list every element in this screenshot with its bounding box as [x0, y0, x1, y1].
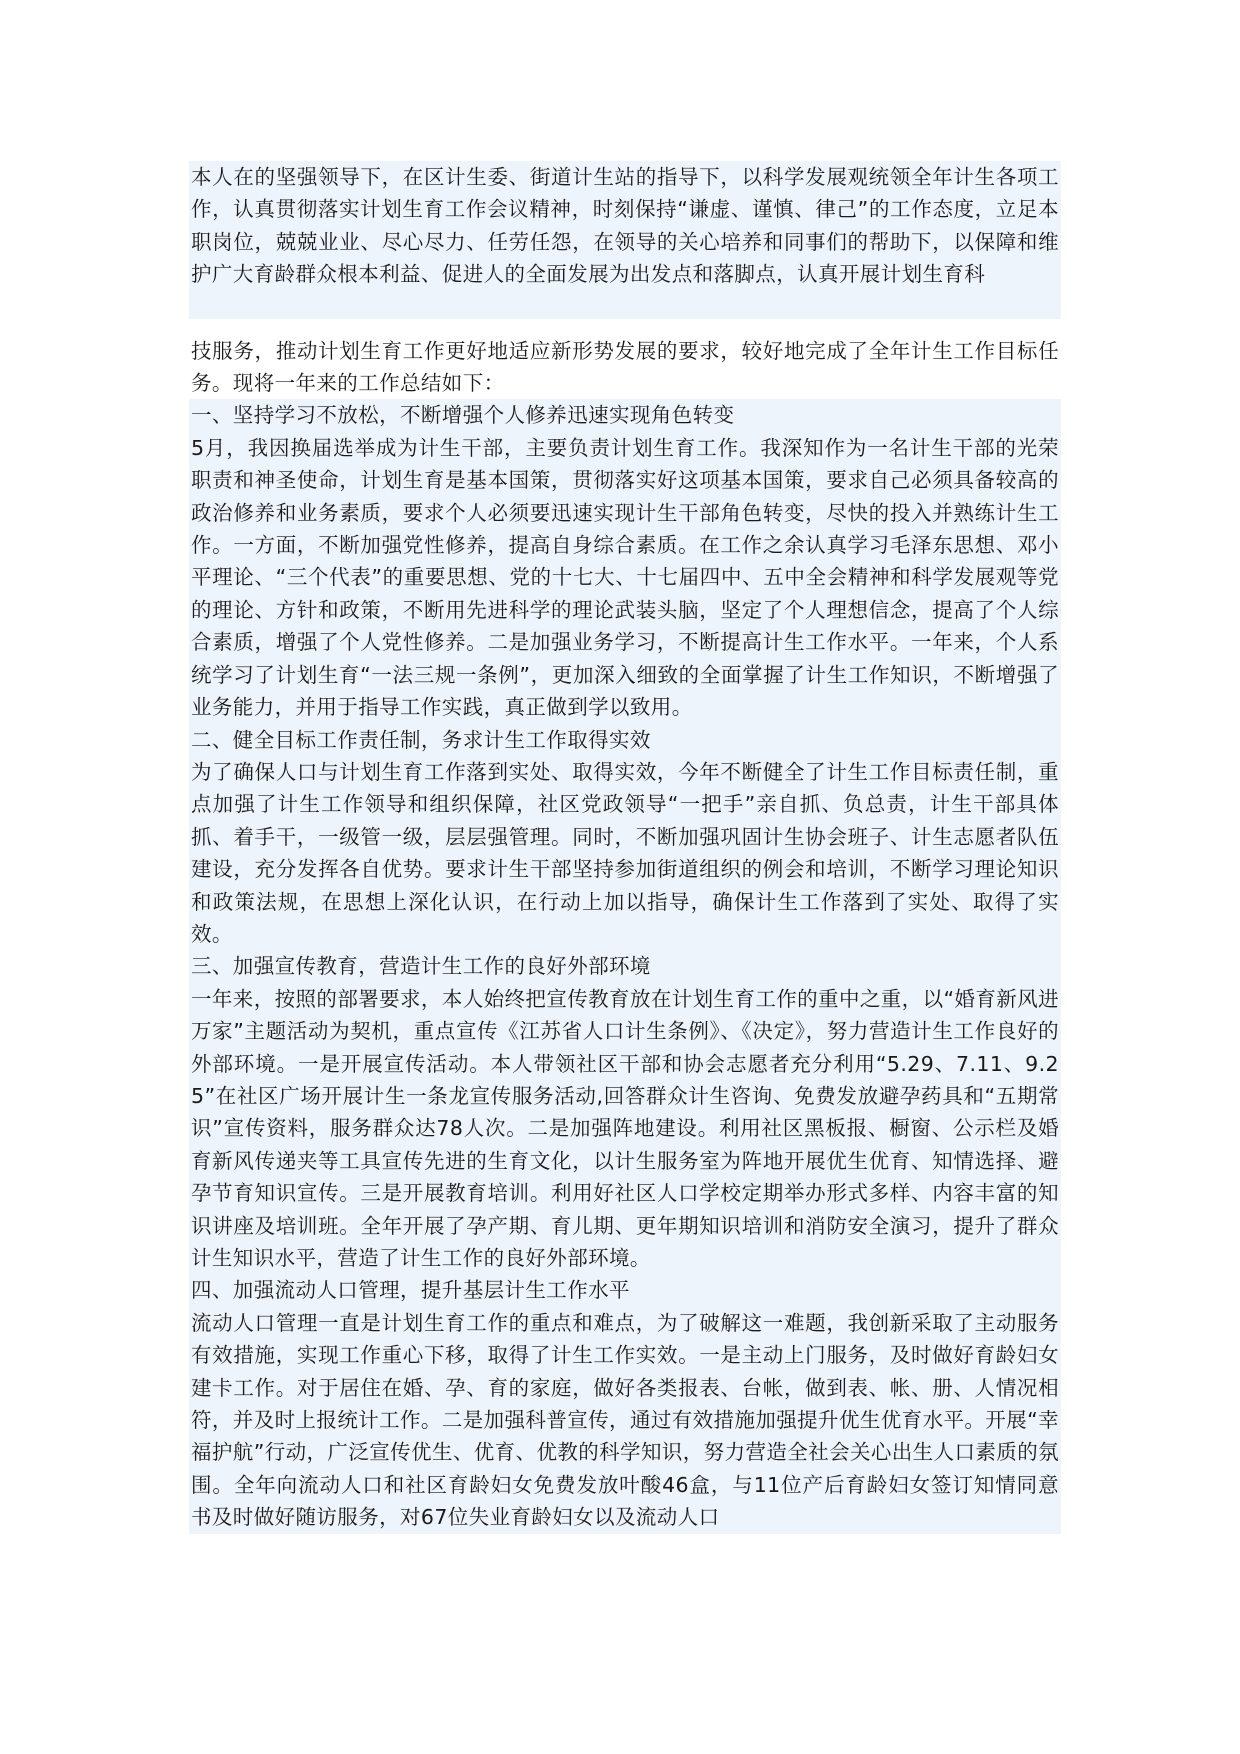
section-3	[189, 950, 1061, 1274]
section-body: 为了确保人口与计划生育工作落到实处、取得实效，今年不断健全了计生工作目标责任制，重点加强了计生工作领导和组织保障，社区党政领导“一把手”亲自抓、负总责，计生干部具体抓、着手干，一级管一级，层层强管理。同时，不断加强巩固计生协会班子、计生志愿者队伍建设，充分发挥各自优势。要求计生干部坚持参加街道组织的例会和培训，不断学习理论知识和政策法规，在思想上深化认识，在行动上加以指导，确保计生工作落到了实处、取得了实效。	[191, 759, 1059, 946]
section-heading: 二、健全目标工作责任制，务求计生工作取得实效	[191, 727, 651, 752]
section-heading: 一、坚持学习不放松，不断增强个人修养迅速实现角色转变	[191, 403, 735, 428]
section-body: 一年来，按照的部署要求，本人始终把宣传教育放在计划生育工作的重中之重，以“婚育新风进万家”主题活动为契机，重点宣传《江苏省人口计生条例》、《决定》，努力营造计生工作良好的外部环境。一是开展宣传活动。本人带领社区干部和协会志愿者充分利用“5.29、7.11、9.25”在社区广场开展计生一条龙宣传服务活动,回答群众计生咨询、免费发放避孕药具和“五期常识”宣传资料，服务群众达78人次。二是加强阵地建设。利用社区黑板报、橱窗、公示栏及婚育新风传递夹等工具宣传先进的生育文化，以计生服务室为阵地开展优生优育、知情选择、避孕节育知识宣传。三是开展教育培训。利用好社区人口学校定期举办形式多样、内容丰富的知识讲座及培训班。全年开展了孕产期、育儿期、更年期知识培训和消防安全演习，提升了群众计生知识水平，营造了计生工作的良好外部环境。	[191, 986, 1059, 1270]
intro-continuation: 技服务，推动计划生育工作更好地适应新形势发展的要求，较好地完成了全年计生工作目标任务。现将一年来的工作总结如下：	[191, 338, 1059, 396]
intro-block	[189, 161, 1061, 319]
section-4	[189, 1274, 1061, 1533]
section-body: 流动人口管理一直是计划生育工作的重点和难点，为了破解这一难题，我创新采取了主动服务有效措施，实现工作重心下移，取得了计生工作实效。一是主动上门服务，及时做好育龄妇女建卡工作。对于居住在婚、孕、育的家庭，做好各类报表、台帐，做到表、帐、册、人情况相符，并及时上报统计工作。二是加强科普宣传，通过有效措施加强提升优生优育水平。开展“幸福护航”行动，广泛宣传优生、优育、优教的科学知识，努力营造全社会关心出生人口素质的氛围。全年向流动人口和社区育龄妇女免费发放叶酸46盒，与11位产后育龄妇女签订知情同意书及时做好随访服务，对67位失业育龄妇女以及流动人口	[191, 1310, 1059, 1530]
section-heading: 三、加强宣传教育，营造计生工作的良好外部环境	[191, 954, 651, 979]
intro-paragraph: 本人在的坚强领导下，在区计生委、街道计生站的指导下，以科学发展观统领全年计生各项工作，认真贯彻落实计划生育工作会议精神，时刻保持“谦虚、谨慎、律己”的工作态度，立足本职岗位，兢兢业业、尽心尽力、任劳任怨，在领导的关心培养和同事们的帮助下，以保障和维护广大育龄群众根本利益、促进人的全面发展为出发点和落脚点，认真开展计划生育科	[191, 165, 1059, 287]
main-block	[189, 335, 1061, 1534]
document-page	[189, 161, 1061, 1534]
section-heading: 四、加强流动人口管理，提升基层计生工作水平	[191, 1278, 630, 1303]
section-1	[189, 399, 1061, 723]
section-body: 5月，我因换届选举成为计生干部，主要负责计划生育工作。我深知作为一名计生干部的光荣职责和神圣使命，计划生育是基本国策，贯彻落实好这项基本国策，要求自己必须具备较高的政治修养和业务素质，要求个人必须要迅速实现计生干部角色转变，尽快的投入并熟练计生工作。一方面，不断加强党性修养，提高自身综合素质。在工作之余认真学习毛泽东思想、邓小平理论、“三个代表”的重要思想、党的十七大、十七届四中、五中全会精神和科学发展观等党的理论、方针和政策，不断用先进科学的理论武装头脑，坚定了个人理想信念，提高了个人综合素质，增强了个人党性修养。二是加强业务学习，不断提高计生工作水平。一年来，个人系统学习了计划生育“一法三规一条例”，更加深入细致的全面掌握了计生工作知识，不断增强了业务能力，并用于指导工作实践，真正做到学以致用。	[191, 435, 1059, 720]
section-2	[189, 724, 1061, 951]
